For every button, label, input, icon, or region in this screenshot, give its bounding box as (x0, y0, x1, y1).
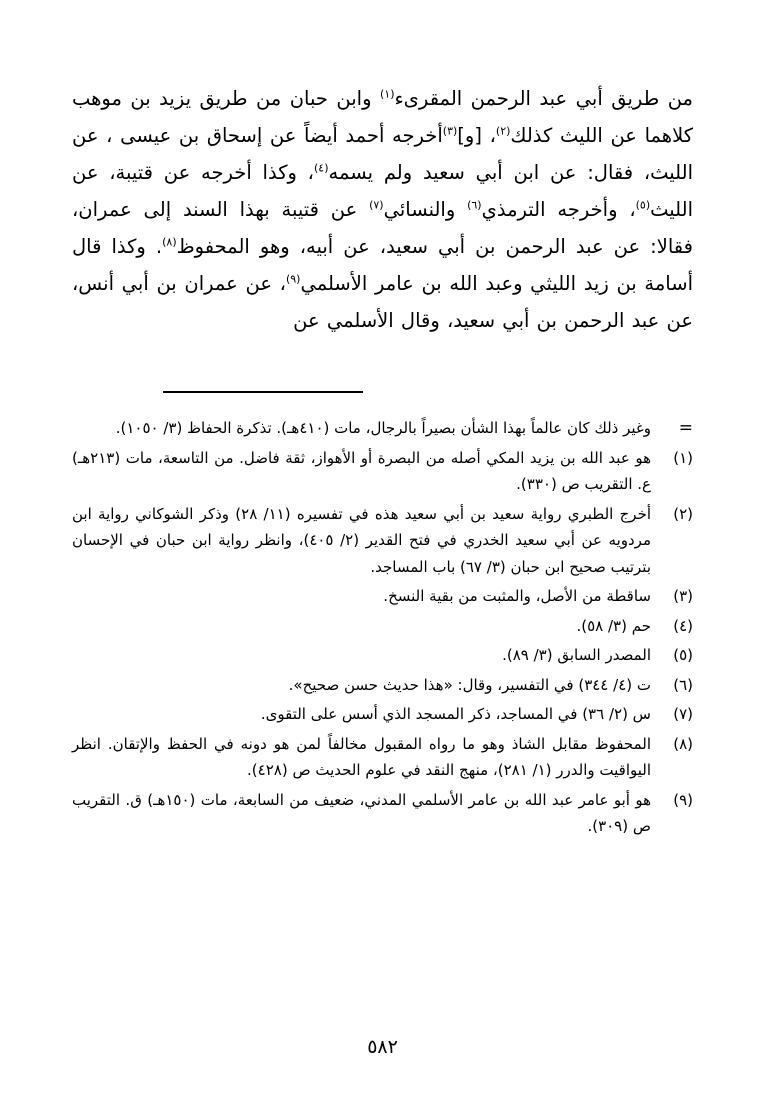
footnote-item (72, 701, 693, 728)
footnote-text: س (٢/ ٣٦) في المساجد، ذكر المسجد الذي أسس على التقوى. (260, 705, 651, 723)
footnote-marker: (٥) (673, 646, 693, 664)
footnote-ref: (٢) (495, 124, 511, 138)
footnote-marker: (٣) (673, 587, 693, 605)
footnote-text: أخرج الطبري رواية سعيد بن أبي سعيد هذه في تفسيره (١١/ ٢٨) وذكر الشوكاني رواية ابن مردويه عن أبي سعيد الخدري في فتح القدير (٢/ ٤٠٥)، وانظر رواية ابن حبان في الإحسان بترتيب صحيح ابن حبان (٣/ ٦٧) باب المساجد. (72, 504, 652, 576)
footnote-ref: (٤) (313, 161, 329, 175)
footnote-marker: (٩) (673, 790, 693, 809)
footnote-marker: = (678, 418, 693, 438)
footnote-marker: (١) (673, 448, 693, 467)
footnote-marker: (٦) (673, 675, 693, 694)
footnote-marker: (٤) (673, 616, 693, 635)
footnote-item (72, 731, 693, 784)
footnote-text: هو أبو عامر عبد الله بن عامر الأسلمي المدني، ضعيف من السابعة، مات (١٥٠هـ) ق. التقريب ص (٣٠٩). (72, 790, 651, 835)
footnote-text: المصدر السابق (٣/ ٨٩). (502, 646, 651, 664)
footnote-text: حم (٣/ ٥٨). (576, 616, 651, 635)
footnote-item (72, 501, 693, 581)
footnote-item (72, 787, 693, 840)
footnote-ref: (٦) (467, 198, 482, 212)
footnote-ref: (٨) (162, 235, 177, 249)
footnote-ref: (١) (379, 87, 395, 101)
footnote-item (72, 583, 693, 610)
footnote-text: هو عبد الله بن يزيد المكي أصله من البصرة أو الأهواز، ثقة فاضل. من التاسعة، مات (٢١٣هـ) ع. التقريب ص (٣٣٠). (72, 448, 651, 493)
footnote-text: ت (٤/ ٣٤٤) في التفسير، وقال: «هذا حديث حسن صحيح». (288, 675, 651, 694)
footnote-ref: (٣) (442, 124, 458, 138)
footnote-separator (72, 391, 693, 393)
footnote-item (72, 613, 693, 640)
footnote-marker: (٢) (673, 504, 693, 523)
footnote-ref: (٩) (285, 272, 301, 286)
footnote-text: ساقطة من الأصل، والمثبت من بقية النسخ. (383, 587, 651, 605)
footnote-text: المحفوظ مقابل الشاذ وهو ما رواه المقبول مخالفاً لمن هو دونه في الحفظ والإتقان. انظر اليواقيت والدرر (١/ ٢٨١)، منهج النقد في علوم الحديث ص (٤٢٨). (72, 734, 651, 779)
footnote-ref: (٥) (635, 198, 651, 212)
footnote-marker: (٨) (673, 734, 693, 753)
footnote-ref: (٧) (369, 198, 384, 212)
footnote-separator-line (163, 391, 363, 393)
footnote-text: وغير ذلك كان عالماً بهذا الشأن بصيراً بالرجال، مات (٤١٠هـ). تذكرة الحفاظ (٣/ ١٠٥٠). (115, 419, 651, 437)
footnote-list (72, 415, 693, 840)
footnote-marker: (٧) (673, 705, 693, 723)
footnote-item (72, 672, 693, 699)
page-number: ٥٨٢ (367, 1036, 398, 1058)
body-paragraph: من طريق أبي عبد الرحمن المقرىء$^{(١)}$ وابن حبان من طريق يزيد بن موهب كلاهما عن الليث كذلك$^{(٢)}$، [و]$^{(٣)}$أخرجه أحمد أيضاً عن إسحاق بن عيسى ، عن الليث، فقال: عن ابن أبي سعيد ولم يسمه$^{(٤)}$، وكذا أخرجه عن قتيبة، عن الليث$^{(٥)}$، وأخرجه الترمذي$^{(٦)}$ والنسائي$^{(٧)}$ عن قتيبة بهذا السند إلى عمران، فقالا: عن عبد الرحمن بن أبي سعيد، عن أبيه، وهو المحفوظ$^{(٨)}$. وكذا قال أسامة بن زيد الليثي وعبد الله بن عامر الأسلمي$^{(٩)}$، عن عمران بن أبي أنس، عن عبد الرحمن بن أبي سعيد، وقال الأسلمي عن (72, 87, 694, 332)
footnote-item (72, 445, 693, 498)
footnote-item (72, 415, 693, 442)
footnote-item (72, 642, 693, 669)
body-text-block (72, 80, 693, 339)
